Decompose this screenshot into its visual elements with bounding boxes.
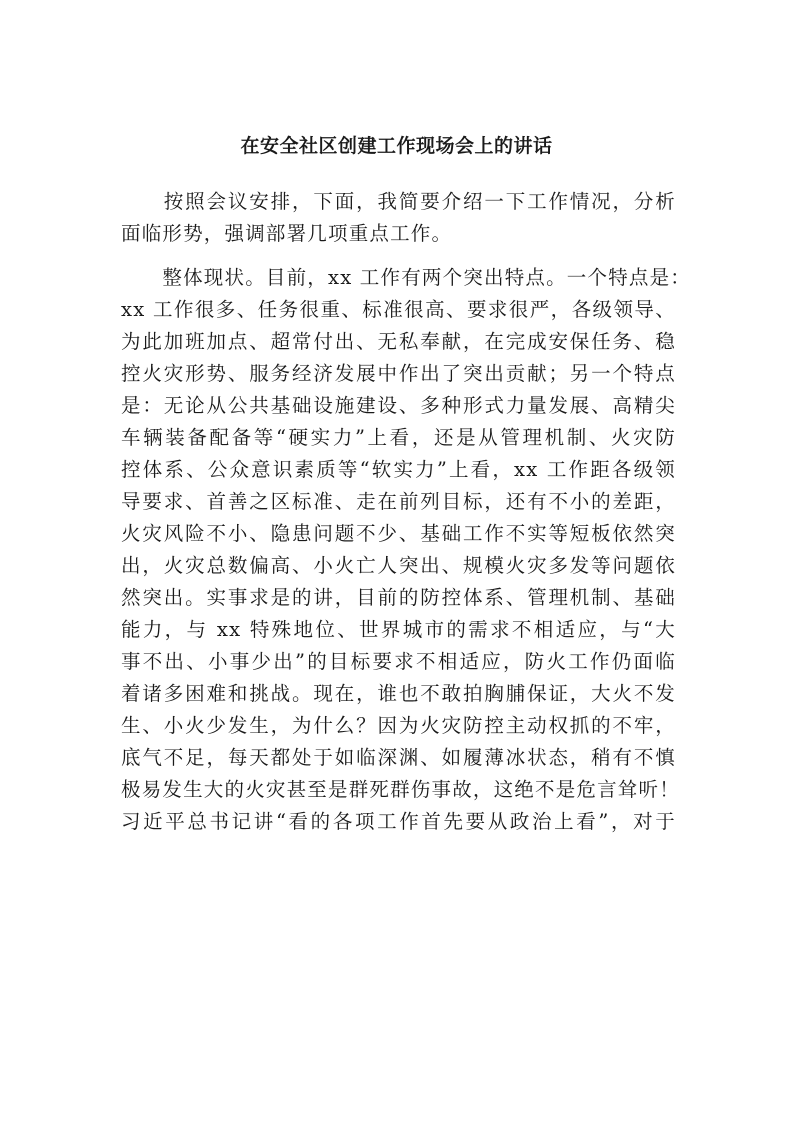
paragraph-line: 生、小火少发生，为什么？因为火灾防控主动权抓的不牢， bbox=[121, 714, 676, 737]
document-body bbox=[121, 186, 691, 838]
paragraph-line: 面临形势，强调部署几项重点工作。 bbox=[121, 222, 453, 245]
paragraph-line: xx 工作很多、任务很重、标准很高、要求很严，各级领导、 bbox=[121, 298, 676, 321]
paragraph-line: 着诸多困难和挑战。现在，谁也不敢拍胸脯保证，大火不发 bbox=[121, 682, 676, 705]
paragraph-line: 火灾风险不小、隐患问题不少、基础工作不实等短板依然突 bbox=[121, 522, 676, 545]
paragraph-line: 习近平总书记讲“看的各项工作首先要从政治上看”，对于 bbox=[121, 810, 676, 833]
paragraph-line: 整体现状。目前，xx 工作有两个突出特点。一个特点是： bbox=[121, 266, 691, 289]
paragraph-line: 然突出。实事求是的讲，目前的防控体系、管理机制、基础 bbox=[121, 586, 676, 609]
paragraph-line: 控火灾形势、服务经济发展中作出了突出贡献；另一个特点 bbox=[121, 362, 676, 385]
document-title: 在安全社区创建工作现场会上的讲话 bbox=[240, 135, 553, 157]
paragraph-line: 车辆装备配备等“硬实力”上看，还是从管理机制、火灾防 bbox=[121, 426, 676, 449]
paragraph-line: 为此加班加点、超常付出、无私奉献，在完成安保任务、稳 bbox=[121, 330, 676, 353]
paragraph-line: 按照会议安排，下面，我简要介绍一下工作情况，分析 bbox=[121, 190, 676, 213]
paragraph-line: 底气不足，每天都处于如临深渊、如履薄冰状态，稍有不慎 bbox=[121, 746, 676, 769]
paragraph-line: 是：无论从公共基础设施建设、多种形式力量发展、高精尖 bbox=[121, 394, 676, 417]
paragraph-line: 控体系、公众意识素质等“软实力”上看，xx 工作距各级领 bbox=[121, 458, 676, 481]
paragraph-line: 出，火灾总数偏高、小火亡人突出、规模火灾多发等问题依 bbox=[121, 554, 676, 577]
paragraph-line: 事不出、小事少出”的目标要求不相适应，防火工作仍面临 bbox=[121, 650, 676, 673]
paragraph-line: 导要求、首善之区标准、走在前列目标，还有不小的差距， bbox=[121, 490, 676, 513]
paragraph-gap bbox=[121, 250, 676, 262]
paragraph-line: 能力，与 xx 特殊地位、世界城市的需求不相适应，与“大 bbox=[121, 618, 676, 641]
paragraph-line: 极易发生大的火灾甚至是群死群伤事故，这绝不是危言耸听！ bbox=[121, 778, 680, 801]
